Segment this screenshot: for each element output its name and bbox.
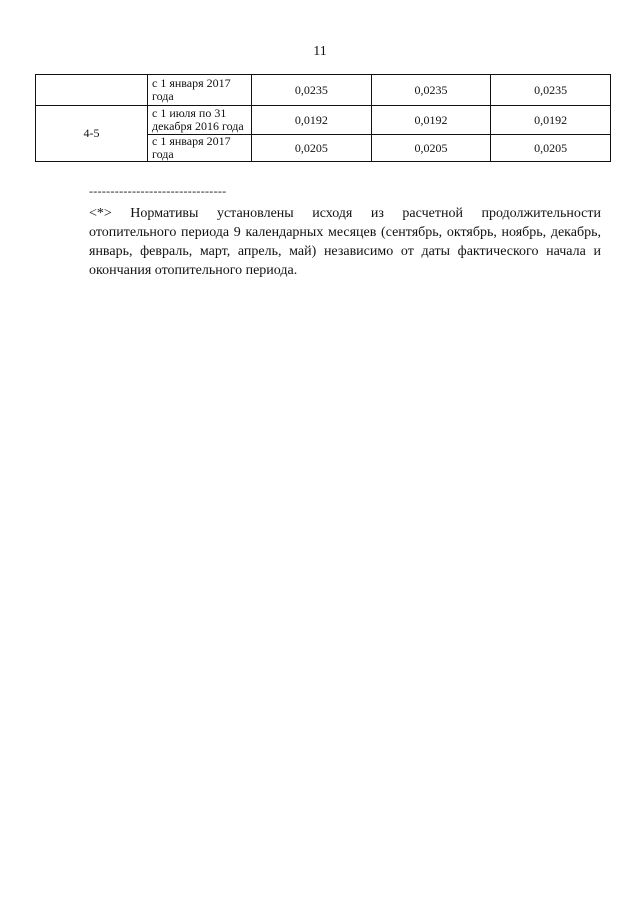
value-cell: 0,0235 xyxy=(252,75,372,106)
value-cell: 0,0192 xyxy=(371,106,491,135)
norms-table xyxy=(35,74,611,162)
page-number: 11 xyxy=(313,44,327,59)
group-cell: 4-5 xyxy=(36,106,148,162)
footnote-separator: -------------------------------- xyxy=(89,184,227,198)
period-cell: с 1 июля по 31 декабря 2016 года xyxy=(148,106,252,135)
value-cell: 0,0205 xyxy=(252,135,372,162)
value-cell: 0,0235 xyxy=(491,75,611,106)
footnote-text: <*> Нормативы установлены исходя из расчетной продолжительности отопительного периода 9 календарных месяцев (сентябрь, октябрь, ноябрь, декабрь, январь, февраль, март, апрель, май) независимо от даты фактического начала и окончания отопительного периода. xyxy=(89,206,601,278)
value-cell: 0,0192 xyxy=(491,106,611,135)
table-row xyxy=(36,106,611,135)
value-cell: 0,0235 xyxy=(371,75,491,106)
value-cell: 0,0205 xyxy=(491,135,611,162)
table-row xyxy=(36,75,611,106)
period-cell: с 1 января 2017 года xyxy=(148,75,252,106)
value-cell: 0,0205 xyxy=(371,135,491,162)
group-cell xyxy=(36,75,148,106)
value-cell: 0,0192 xyxy=(252,106,372,135)
period-cell: с 1 января 2017 года xyxy=(148,135,252,162)
